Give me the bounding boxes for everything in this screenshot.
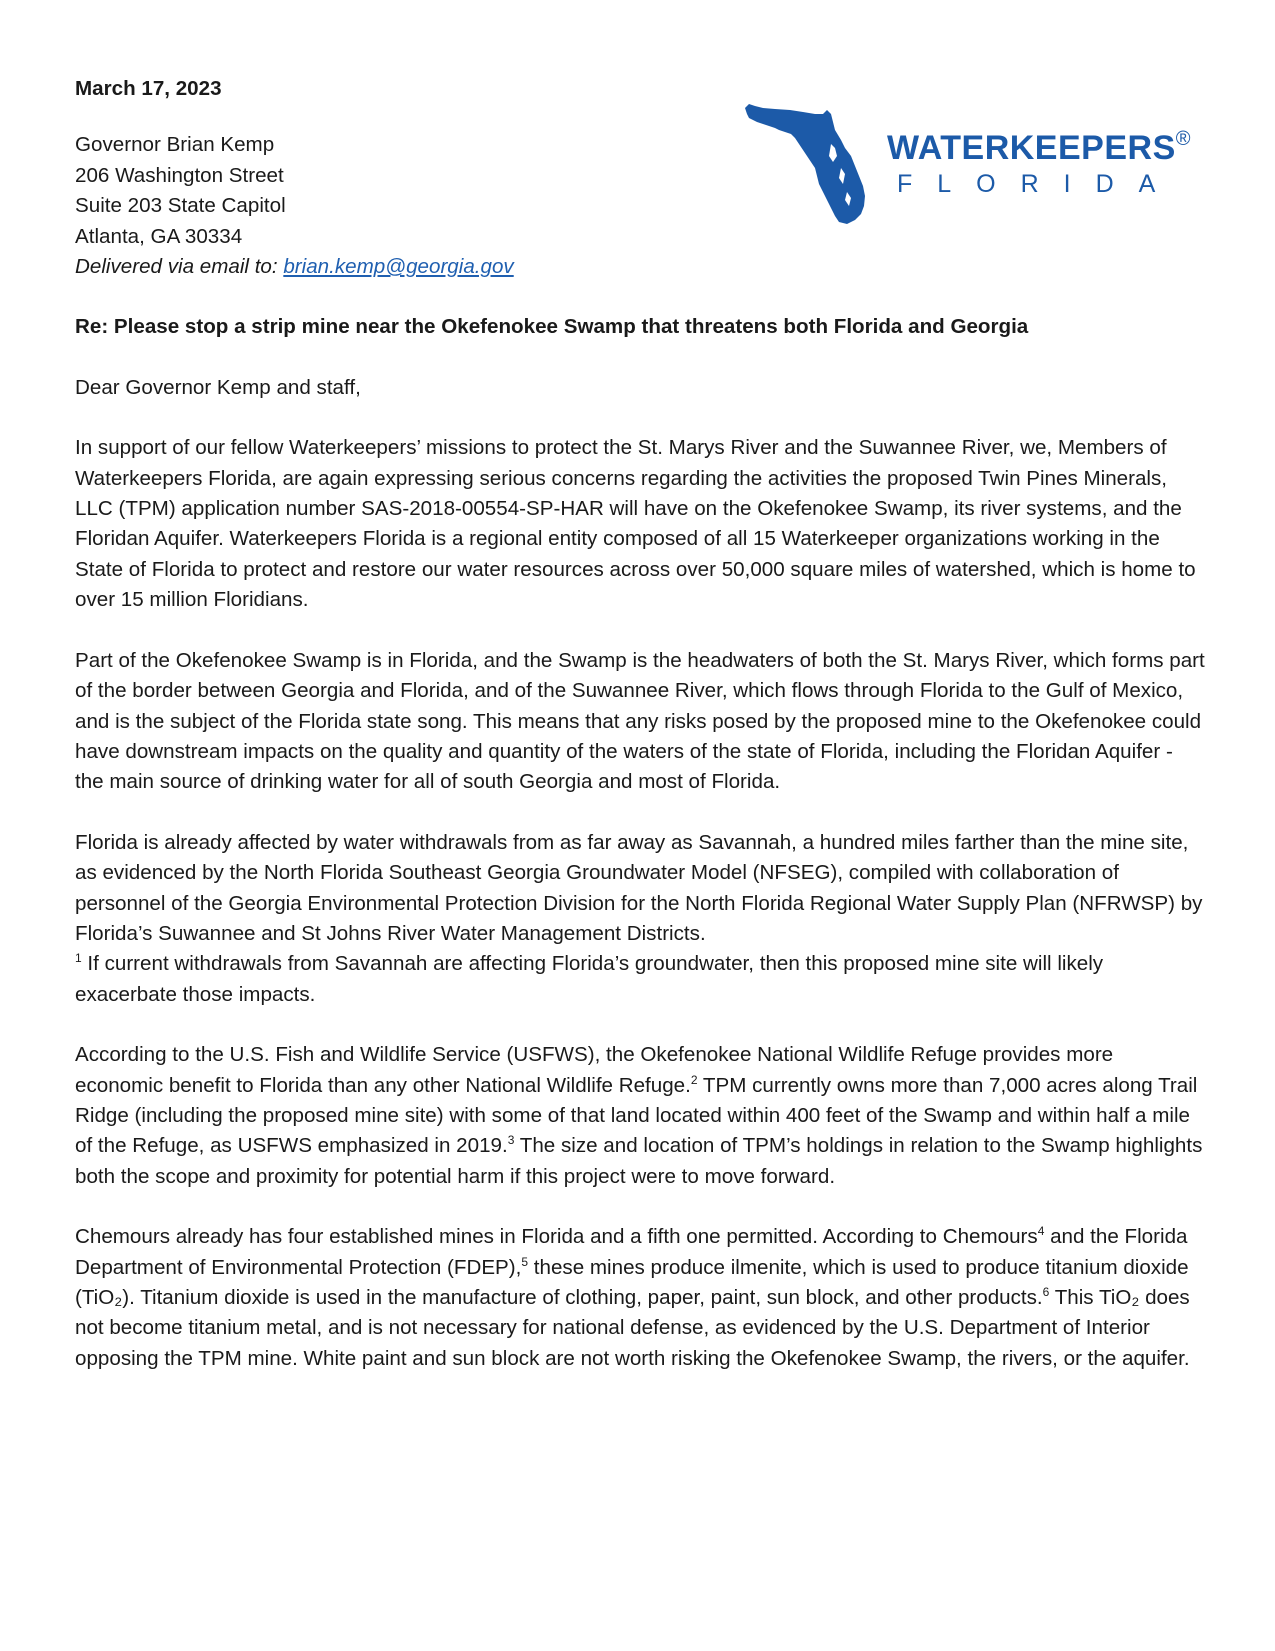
paragraph-4: According to the U.S. Fish and Wildlife Service (USFWS), the Okefenokee National Wildlife Refuge provides more economic benefit to Florida than any other National Wildlife Refuge.$^2$ TPM currently owns more than 7,000 acres along Trail Ridge (including the proposed mine site) with some of that land located within 400 feet of the Swamp and within half a mile of the Refuge, as USFWS emphasized in 2019.$^3$ The size and location of TPM’s holdings in relation to the Swamp highlights both the scope and proximity for potential harm if this project were to move forward. <box>75 1043 1203 1188</box>
recipient-email-link[interactable]: brian.kemp@georgia.gov <box>283 255 514 279</box>
paragraph-5: Chemours already has four established mines in Florida and a fifth one permitted. According to Chemours$^4$ and the Florida Department of Environmental Protection (FDEP),$^5$ these mines produce ilmenite, which is used to produce titanium dioxide (TiO₂). Titanium dioxide is used in the manufacture of clothing, paper, paint, sun block, and other products.$^6$ This TiO₂ does not become titanium metal, and is not necessary for national defense, as evidenced by the U.S. Department of Interior opposing the TPM mine. White paint and sun block are not worth risking the Okefenokee Swamp, the rivers, or the aquifer. <box>75 1224 1190 1370</box>
letter-date: March 17, 2023 <box>75 77 222 100</box>
letter-body <box>75 74 1205 1374</box>
recipient-name: Governor Brian Kemp <box>75 133 275 157</box>
paragraph-2: Part of the Okefenokee Swamp is in Florida, and the Swamp is the headwaters of both the St. Marys River, which forms part of the border between Georgia and Florida, and of the Suwannee River, which flows through Florida to the Gulf of Mexico, and is the subject of the Florida state song. This means that any risks posed by the proposed mine to the Okefenokee could have downstream impacts on the quality and quantity of the waters of the state of Florida, including the Floridan Aquifer - the main source of drinking water for all of south Georgia and most of Florida. <box>75 648 1205 794</box>
delivery-line <box>75 252 1205 282</box>
paragraph-1: In support of our fellow Waterkeepers’ missions to protect the St. Marys River and the Suwannee River, we, Members of Waterkeepers Florida, are again expressing serious concerns regarding the activities the proposed Twin Pines Minerals, LLC (TPM) application number SAS-2018-00554-SP-HAR will have on the Okefenokee Swamp, its river systems, and the Floridan Aquifer. Waterkeepers Florida is a regional entity composed of all 15 Waterkeeper organizations working in the State of Florida to protect and restore our water resources across over 50,000 square miles of watershed, which is home to over 15 million Floridians. <box>75 436 1196 612</box>
delivery-prefix: Delivered via email to: <box>75 255 284 279</box>
footnote-ref-4: 4 <box>1037 1224 1045 1239</box>
logo-name: WATERKEEPERS <box>887 129 1176 167</box>
footnote-ref-6: 6 <box>1042 1285 1050 1300</box>
recipient-city: Atlanta, GA 30334 <box>75 224 243 248</box>
paragraph-3: Florida is already affected by water withdrawals from as far away as Savannah, a hundred miles farther than the mine site, as evidenced by the North Florida Southeast Georgia Groundwater Model (NFSEG), compiled with collaboration of personnel of the Georgia Environmental Protection Division for the North Florida Regional Water Supply Plan (NFRWSP) by Florida’s Suwannee and St Johns River Water Management Districts. $^1$ If current withdrawals from Savannah are affecting Florida’s groundwater, then this proposed mine site will likely exacerbate those impacts. <box>75 830 1203 1006</box>
footnote-ref-2: 2 <box>690 1072 698 1087</box>
logo-subtitle: FLORIDA <box>897 170 1181 198</box>
registered-mark: ® <box>1175 128 1191 150</box>
footnote-ref-1: 1 <box>75 951 82 966</box>
recipient-address <box>75 130 1205 282</box>
letter-salutation: Dear Governor Kemp and staff, <box>75 375 361 399</box>
footnote-ref-5: 5 <box>521 1254 529 1269</box>
recipient-suite: Suite 203 State Capitol <box>75 194 286 218</box>
footnote-ref-3: 3 <box>507 1133 515 1148</box>
recipient-street: 206 Washington Street <box>75 163 284 187</box>
letter-subject: Re: Please stop a strip mine near the Okefenokee Swamp that threatens both Florida and Georgia <box>75 315 1029 339</box>
